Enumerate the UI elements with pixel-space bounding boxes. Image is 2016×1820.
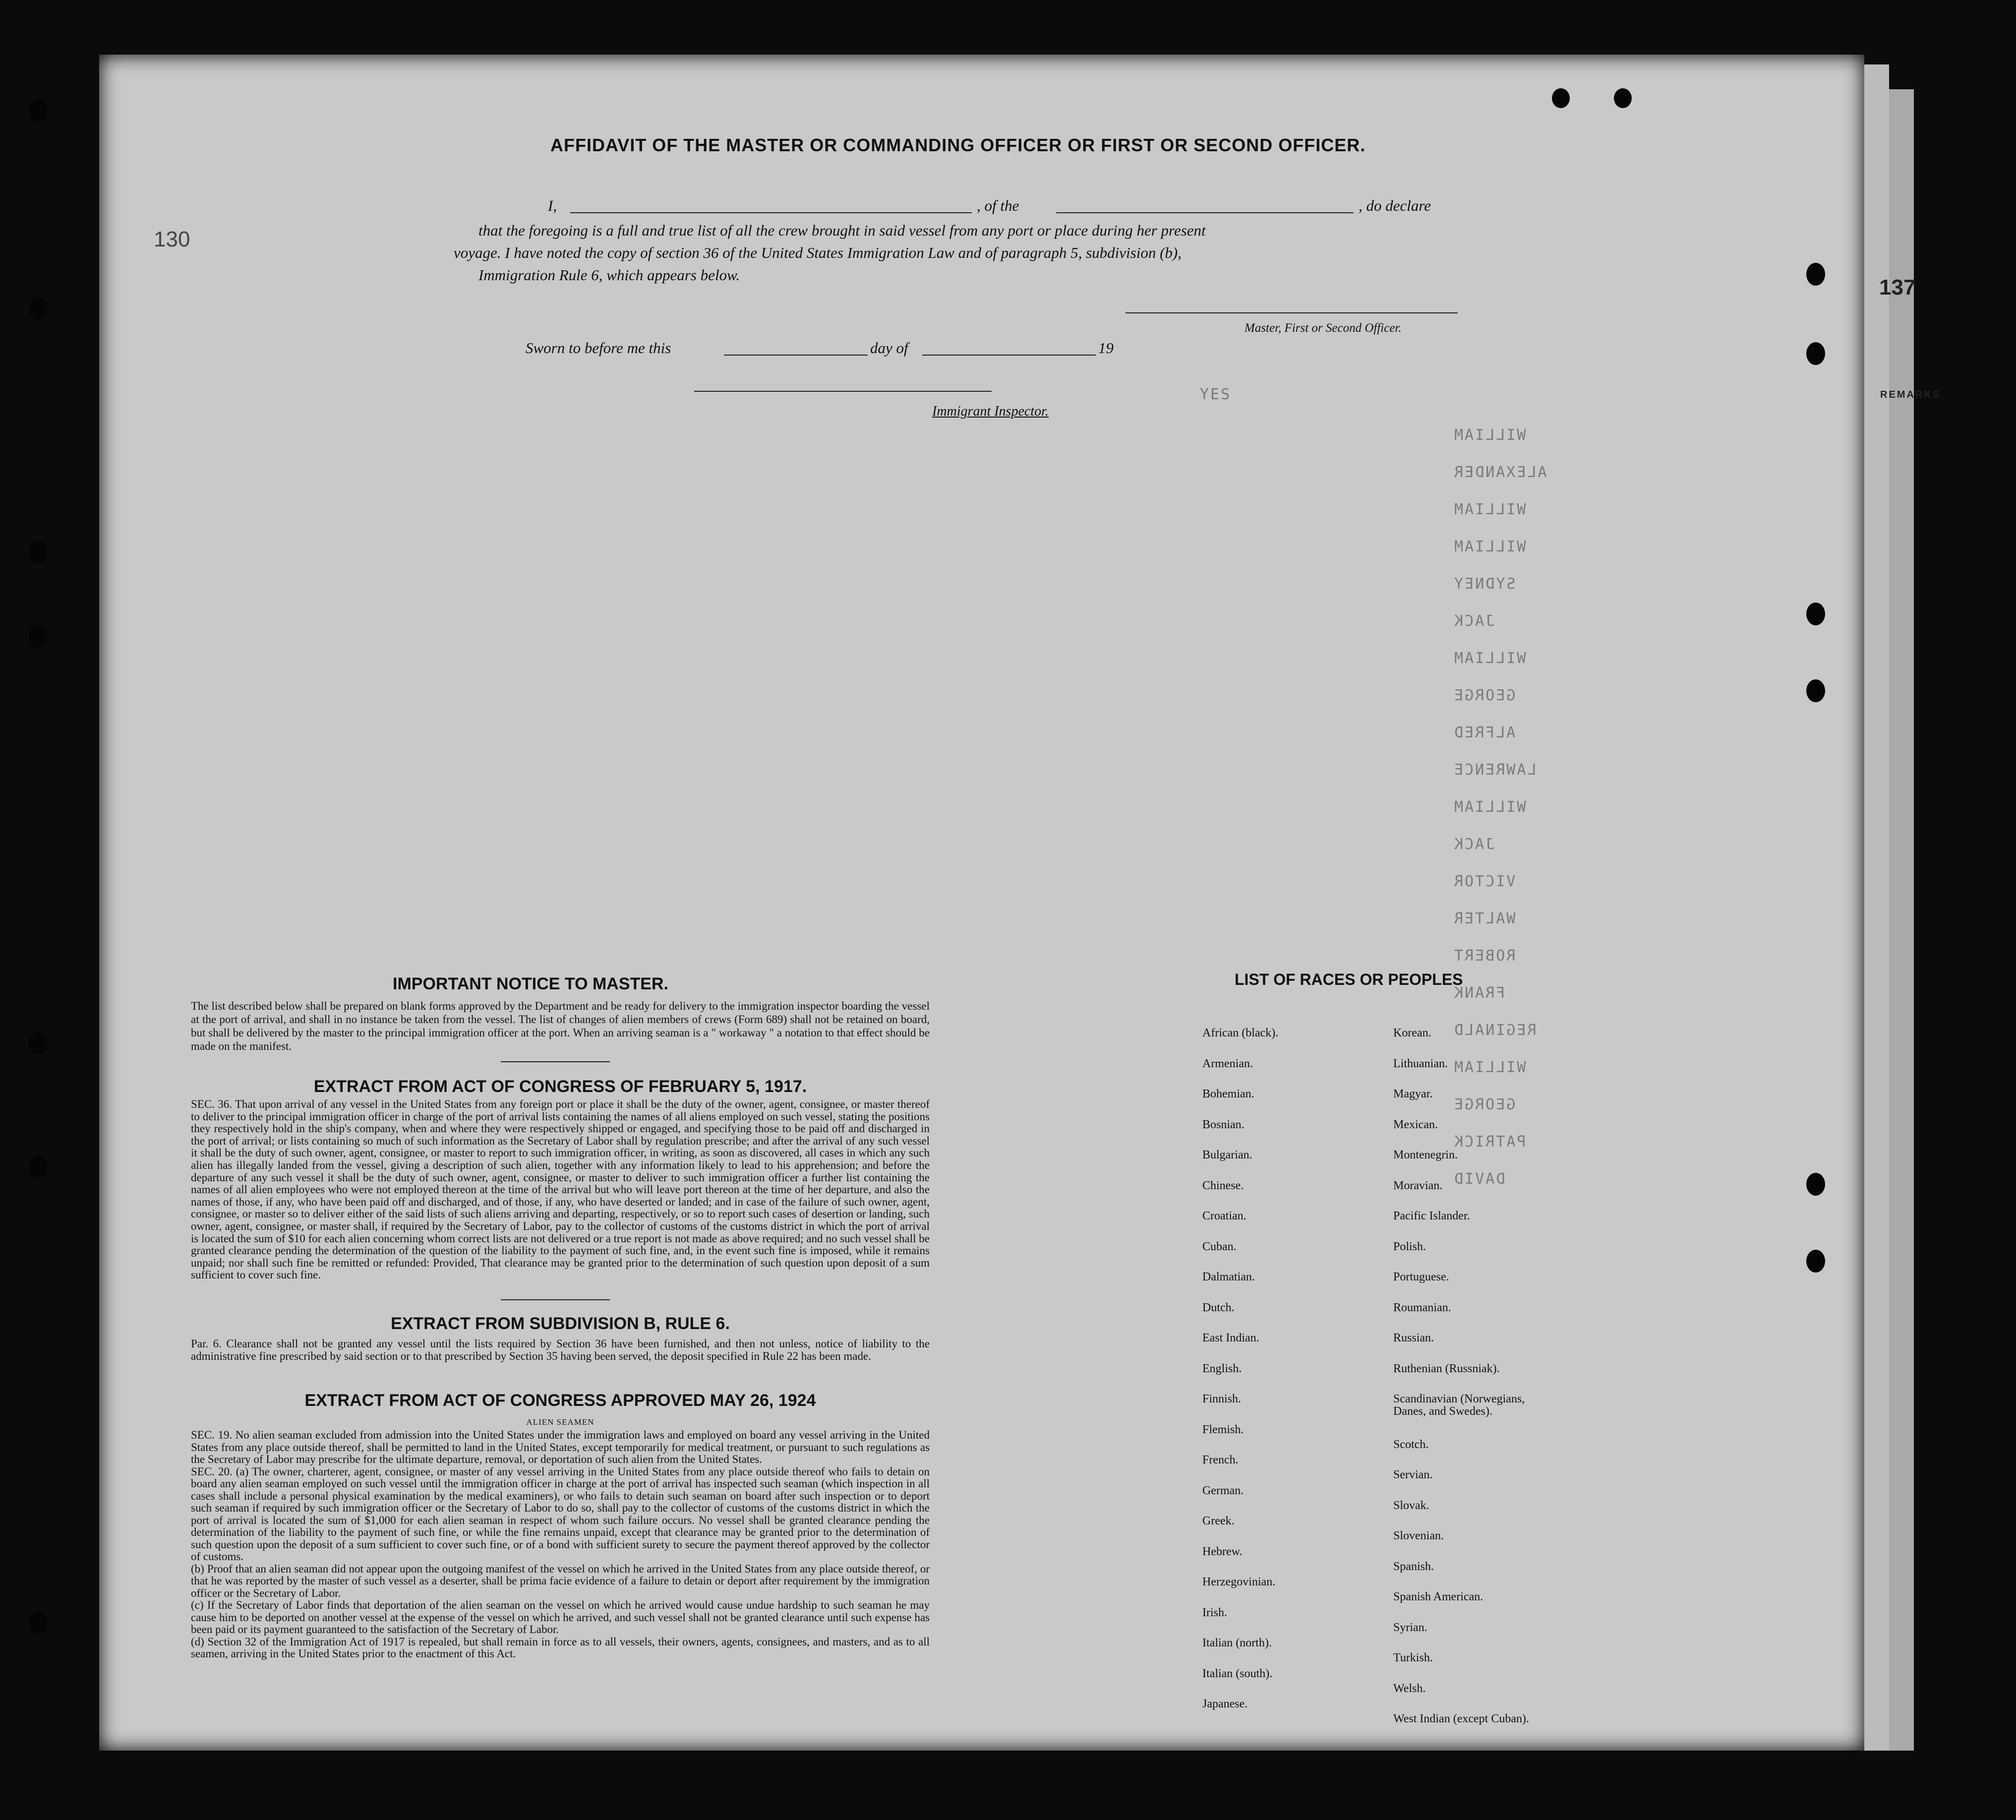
race-right-18: Spanish American. [1393, 1590, 1483, 1603]
affidavit-line-4: Immigration Rule 6, which appears below. [478, 266, 740, 284]
bleed-name-18: GEORGE [1453, 1096, 1516, 1113]
race-left-17: Hebrew. [1202, 1545, 1243, 1558]
bleed-name-7: GEORGE [1453, 687, 1516, 704]
race-right-9: Roumanian. [1393, 1301, 1451, 1314]
race-left-6: Croatian. [1202, 1210, 1246, 1222]
bleed-name-3: WILLIAM [1453, 538, 1526, 555]
bleed-name-19: PATRICK [1453, 1133, 1526, 1151]
race-left-0: African (black). [1202, 1027, 1279, 1039]
race-right-20: Turkish. [1393, 1651, 1433, 1664]
race-left-2: Bohemian. [1202, 1088, 1254, 1100]
punch-hole [29, 298, 48, 320]
race-left-4: Bulgarian. [1202, 1149, 1252, 1161]
sec20b-text: (b) Proof that an alien seaman did not appear upon the outgoing manifest of the vessel on which he arrived in the United States from any place outside thereof, or that he was reported by the master of such vessel as a deserter, shall be prima facie evidence of a failure to detain or deport after requirement by the immigration officer or the Secretary of Labor. [191, 1562, 930, 1599]
sworn-text: Sworn to before me this [526, 339, 671, 357]
page-number-right: 137 [1879, 275, 1916, 300]
bleed-yes-header: YES [1200, 386, 1232, 403]
race-left-7: Cuban. [1202, 1240, 1237, 1253]
punch-hole [29, 1612, 48, 1635]
day-of-text: day of [870, 339, 908, 357]
year-prefix: 19 [1098, 339, 1114, 357]
affidavit-line-3: voyage. I have noted the copy of section 36 of the United States Immigration Law and of paragraph 5, subdivision (b), [454, 244, 1182, 261]
race-right-16: Slovenian. [1393, 1529, 1444, 1542]
race-left-22: Japanese. [1202, 1698, 1248, 1710]
race-right-19: Syrian. [1393, 1621, 1427, 1634]
race-right-2: Magyar. [1393, 1088, 1433, 1100]
punch-hole [1806, 1250, 1825, 1273]
bleed-name-2: WILLIAM [1453, 501, 1526, 518]
sec20d-text: (d) Section 32 of the Immigration Act of 1917 is repealed, but shall remain in force as to all vessels, their owners, agents, consignees, and masters, and as to all seamen, arriving in the United States prior to the enactment of this Act. [191, 1635, 930, 1660]
inspector-signature-line [694, 391, 992, 392]
race-right-17: Spanish. [1393, 1560, 1434, 1573]
race-left-1: Armenian. [1202, 1057, 1253, 1070]
bleed-name-16: REGINALD [1453, 1022, 1537, 1039]
punch-hole [1806, 1173, 1825, 1196]
sec20c-text: (c) If the Secretary of Labor finds that deportation of the alien seaman on the vessel on which he arrived would cause undue hardship to such seaman he may cause him to be deported on another vessel at the expense of the vessel on which he arrived, and such vessel shall not be granted clearance until such expense has been paid or its payment guaranteed to the satisfaction of the Secretary of Labor. [191, 1599, 930, 1636]
race-right-11: Ruthenian (Russniak). [1393, 1362, 1500, 1375]
race-left-15: German. [1202, 1484, 1244, 1497]
race-left-12: Finnish. [1202, 1393, 1242, 1405]
sec20a-text: SEC. 20. (a) The owner, charterer, agent, consignee, or master of any vessel arriving in the United States from any place outside thereof who fails to detain on board any alien seaman employed on such vessel until the immigration officer in charge at the port of arrival has inspected such seaman (which inspection in all cases shall include a personal physical examination by the medical examiners), or who fails to detain such seaman on board after such inspection or to deport such seaman if required by such immigration officer or the Secretary of Labor to do so, shall pay to the collector of customs of the customs district in which the port of arrival is located the sum of $1,000 for each alien seaman in respect of whom such failure occurs. No vessel shall be granted clearance pending the determination of the liability to the payment of such fine, or while the fine remains unpaid, except that clearance may be granted prior to the determination of such question upon the deposit of a sum sufficient to cover such fine, or of a bond with sufficient surety to secure the payment thereof approved by the collector of customs. [191, 1465, 930, 1563]
bleed-name-13: WALTER [1453, 910, 1516, 927]
punch-hole [29, 541, 48, 563]
punch-hole [29, 99, 48, 122]
remarks-header: REMARKS [1880, 389, 1941, 400]
race-left-3: Bosnian. [1202, 1118, 1245, 1131]
race-right-3: Mexican. [1393, 1118, 1438, 1131]
master-signature-line [1126, 312, 1458, 313]
race-left-11: English. [1202, 1362, 1242, 1375]
day-line [724, 355, 868, 356]
extract-1917-text: SEC. 36. That upon arrival of any vessel in the United States from any foreign port or place it shall be the duty of the owner, agent, consignee, or master thereof to deliver to the principal immigration officer in charge of the port of arrival lists containing the names of all aliens employed on such vessel, stating the positions they respectively hold in the ship's company, when and where they were respectively shipped or engaged, and specifying those to be paid off and discharged in the port of arrival; or lists containing so much of such information as the Secretary of Labor shall by regulation prescribe; and after the arrival of any such vessel it shall be the duty of such owner, agent, consignee, or master to report to such immigration officer, in writing, as soon as discovered, all cases in which any such alien has illegally landed from the vessel, giving a description of such alien, together with any information likely to lead to his apprehension; and before the departure of any such vessel it shall be the duty of such owner, agent, consignee, or master to deliver to such immigration officer a further list containing the names of all alien employees who were not employed thereon at the time of the arrival but who will leave port thereon at the time of her departure, and also the names of those, if any, who have been paid off and discharged, and of those, if any, who have deserted or landed; and in case of the failure of such owner, agent, consignee, or master so to deliver either of the said lists of such aliens arriving and departing, respectively, or so to report such cases of desertion or landing, such owner, agent, consignee, or master shall, if required by the Secretary of Labor, pay to the collector of customs of the customs district in which the port of arrival is located the sum of $10 for each alien concerning whom correct lists are not delivered or a true report is not made as above required; and no such vessel shall be granted clearance pending the determination of the question of the liability to the payment of such fine, and, in the event such fine is imposed, while it remains unpaid; nor shall such fine be remitted or refunded: Provided, That clearance may be granted prior to the determination of such question upon deposit of a sum sufficient to cover such fine. [191, 1098, 930, 1281]
bleed-name-8: ALFRED [1453, 724, 1516, 741]
notice-divider [501, 1061, 610, 1062]
race-right-7: Polish. [1393, 1240, 1426, 1253]
punch-hole [1806, 603, 1825, 625]
bleed-name-17: WILLIAM [1453, 1059, 1526, 1076]
bleed-name-14: ROBERT [1453, 947, 1516, 965]
race-left-18: Herzegovinian. [1202, 1576, 1276, 1588]
notice-text: The list described below shall be prepared on blank forms approved by the Department and be ready for delivery to the immigration inspector boarding the vessel at the port of arrival, and shall in no instance be taken from the vessel. The list of changes of alien members of crews (Form 689) shall not be retained on board, but shall be delivered by the master to the principal immigration officer at the port. When an arriving seaman is a " workaway " a notation to that effect should be made on the manifest. [191, 1000, 930, 1052]
punch-hole [1614, 88, 1632, 108]
extract-divider [501, 1299, 610, 1300]
punch-hole [1806, 342, 1825, 365]
race-right-21: Welsh. [1393, 1682, 1426, 1695]
race-right-14: Servian. [1393, 1468, 1433, 1481]
race-right-13: Scotch. [1393, 1438, 1429, 1451]
race-right-5: Moravian. [1393, 1179, 1443, 1192]
race-left-5: Chinese. [1202, 1179, 1244, 1192]
race-left-8: Dalmatian. [1202, 1271, 1255, 1283]
races-title: LIST OF RACES OR PEOPLES [1235, 971, 1463, 988]
race-left-19: Irish. [1202, 1606, 1227, 1619]
race-right-6: Pacific Islander. [1393, 1210, 1470, 1222]
page-number-left: 130 [154, 227, 190, 251]
race-right-4: Montenegrin. [1393, 1149, 1458, 1161]
race-right-15: Slovak. [1393, 1499, 1429, 1512]
extract-1924-title: EXTRACT FROM ACT OF CONGRESS APPROVED MAY 26, 1924 [304, 1391, 816, 1410]
bleed-name-12: VICTOR [1453, 873, 1516, 890]
bleed-name-9: LAWRENCE [1453, 761, 1537, 779]
affidavit-declare: , do declare [1359, 197, 1431, 214]
bleed-name-20: DAVID [1453, 1170, 1505, 1188]
sec19-text: SEC. 19. No alien seaman excluded from admission into the United States under the immigration laws and employed on board any vessel arriving in the United States from any place outside thereof, shall be permitted to land in the United States, except temporarily for medical treatment, or pursuant to such regulations as the Secretary of Labor may prescribe for the ultimate departure, removal, or deportation of such alien from the United States. [191, 1429, 930, 1465]
bleed-name-1: ALEXANDER [1453, 464, 1547, 481]
punch-hole [29, 1031, 48, 1054]
race-scandinavian-cont: Danes, and Swedes). [1393, 1405, 1492, 1418]
month-line [922, 355, 1096, 356]
bleed-name-10: WILLIAM [1453, 798, 1526, 816]
affidavit-line-2: that the foregoing is a full and true list of all the crew brought in said vessel from any port or place during her present [478, 222, 1206, 239]
bleed-name-6: WILLIAM [1453, 650, 1526, 667]
bleed-name-11: JACK [1453, 836, 1495, 853]
race-left-16: Greek. [1202, 1515, 1235, 1527]
affidavit-i: I, [548, 197, 557, 214]
bleed-name-15: FRANK [1453, 984, 1505, 1002]
race-left-9: Dutch. [1202, 1301, 1235, 1314]
inspector-label: Immigrant Inspector. [932, 404, 1049, 419]
punch-hole [29, 1155, 48, 1178]
notice-title: IMPORTANT NOTICE TO MASTER. [393, 974, 668, 993]
bleed-name-0: WILLIAM [1453, 426, 1526, 444]
punch-hole [1806, 263, 1825, 286]
race-right-22: West Indian (except Cuban). [1393, 1712, 1529, 1725]
affidavit-of-the: , of the [977, 197, 1019, 214]
extract-1924-body [191, 1429, 930, 1660]
race-left-13: Flemish. [1202, 1423, 1244, 1436]
extract-rule6-title: EXTRACT FROM SUBDIVISION B, RULE 6. [391, 1314, 730, 1333]
affidavit-title: AFFIDAVIT OF THE MASTER OR COMMANDING OFFICER OR FIRST OR SECOND OFFICER. [550, 135, 1366, 155]
race-right-1: Lithuanian. [1393, 1057, 1448, 1070]
master-label: Master, First or Second Officer. [1245, 321, 1402, 335]
punch-hole [1806, 679, 1825, 702]
extract-1924-subtitle: ALIEN SEAMEN [526, 1417, 594, 1427]
bleed-name-4: SYDNEY [1453, 575, 1516, 593]
bleed-name-5: JACK [1453, 612, 1495, 630]
extract-rule6-text: Par. 6. Clearance shall not be granted any vessel until the lists required by Section 36 have been furnished, and then not unless, notice of liability to the administrative fine prescribed by said section or to that prescribed by Section 35 having been served, the deposit specified in Rule 22 has been made. [191, 1337, 930, 1362]
race-right-0: Korean. [1393, 1027, 1431, 1039]
race-right-10: Russian. [1393, 1332, 1434, 1344]
extract-1917-title: EXTRACT FROM ACT OF CONGRESS OF FEBRUARY 5, 1917. [313, 1077, 807, 1096]
race-left-10: East Indian. [1202, 1332, 1259, 1344]
vessel-line [1056, 212, 1354, 213]
name-line [570, 212, 972, 213]
race-right-12: Scandinavian (Norwegians, [1393, 1393, 1525, 1405]
race-left-21: Italian (south). [1202, 1667, 1273, 1680]
race-left-20: Italian (north). [1202, 1637, 1272, 1649]
punch-hole [29, 625, 48, 648]
race-left-14: French. [1202, 1454, 1239, 1466]
race-right-8: Portuguese. [1393, 1271, 1449, 1283]
punch-hole [1552, 88, 1570, 108]
